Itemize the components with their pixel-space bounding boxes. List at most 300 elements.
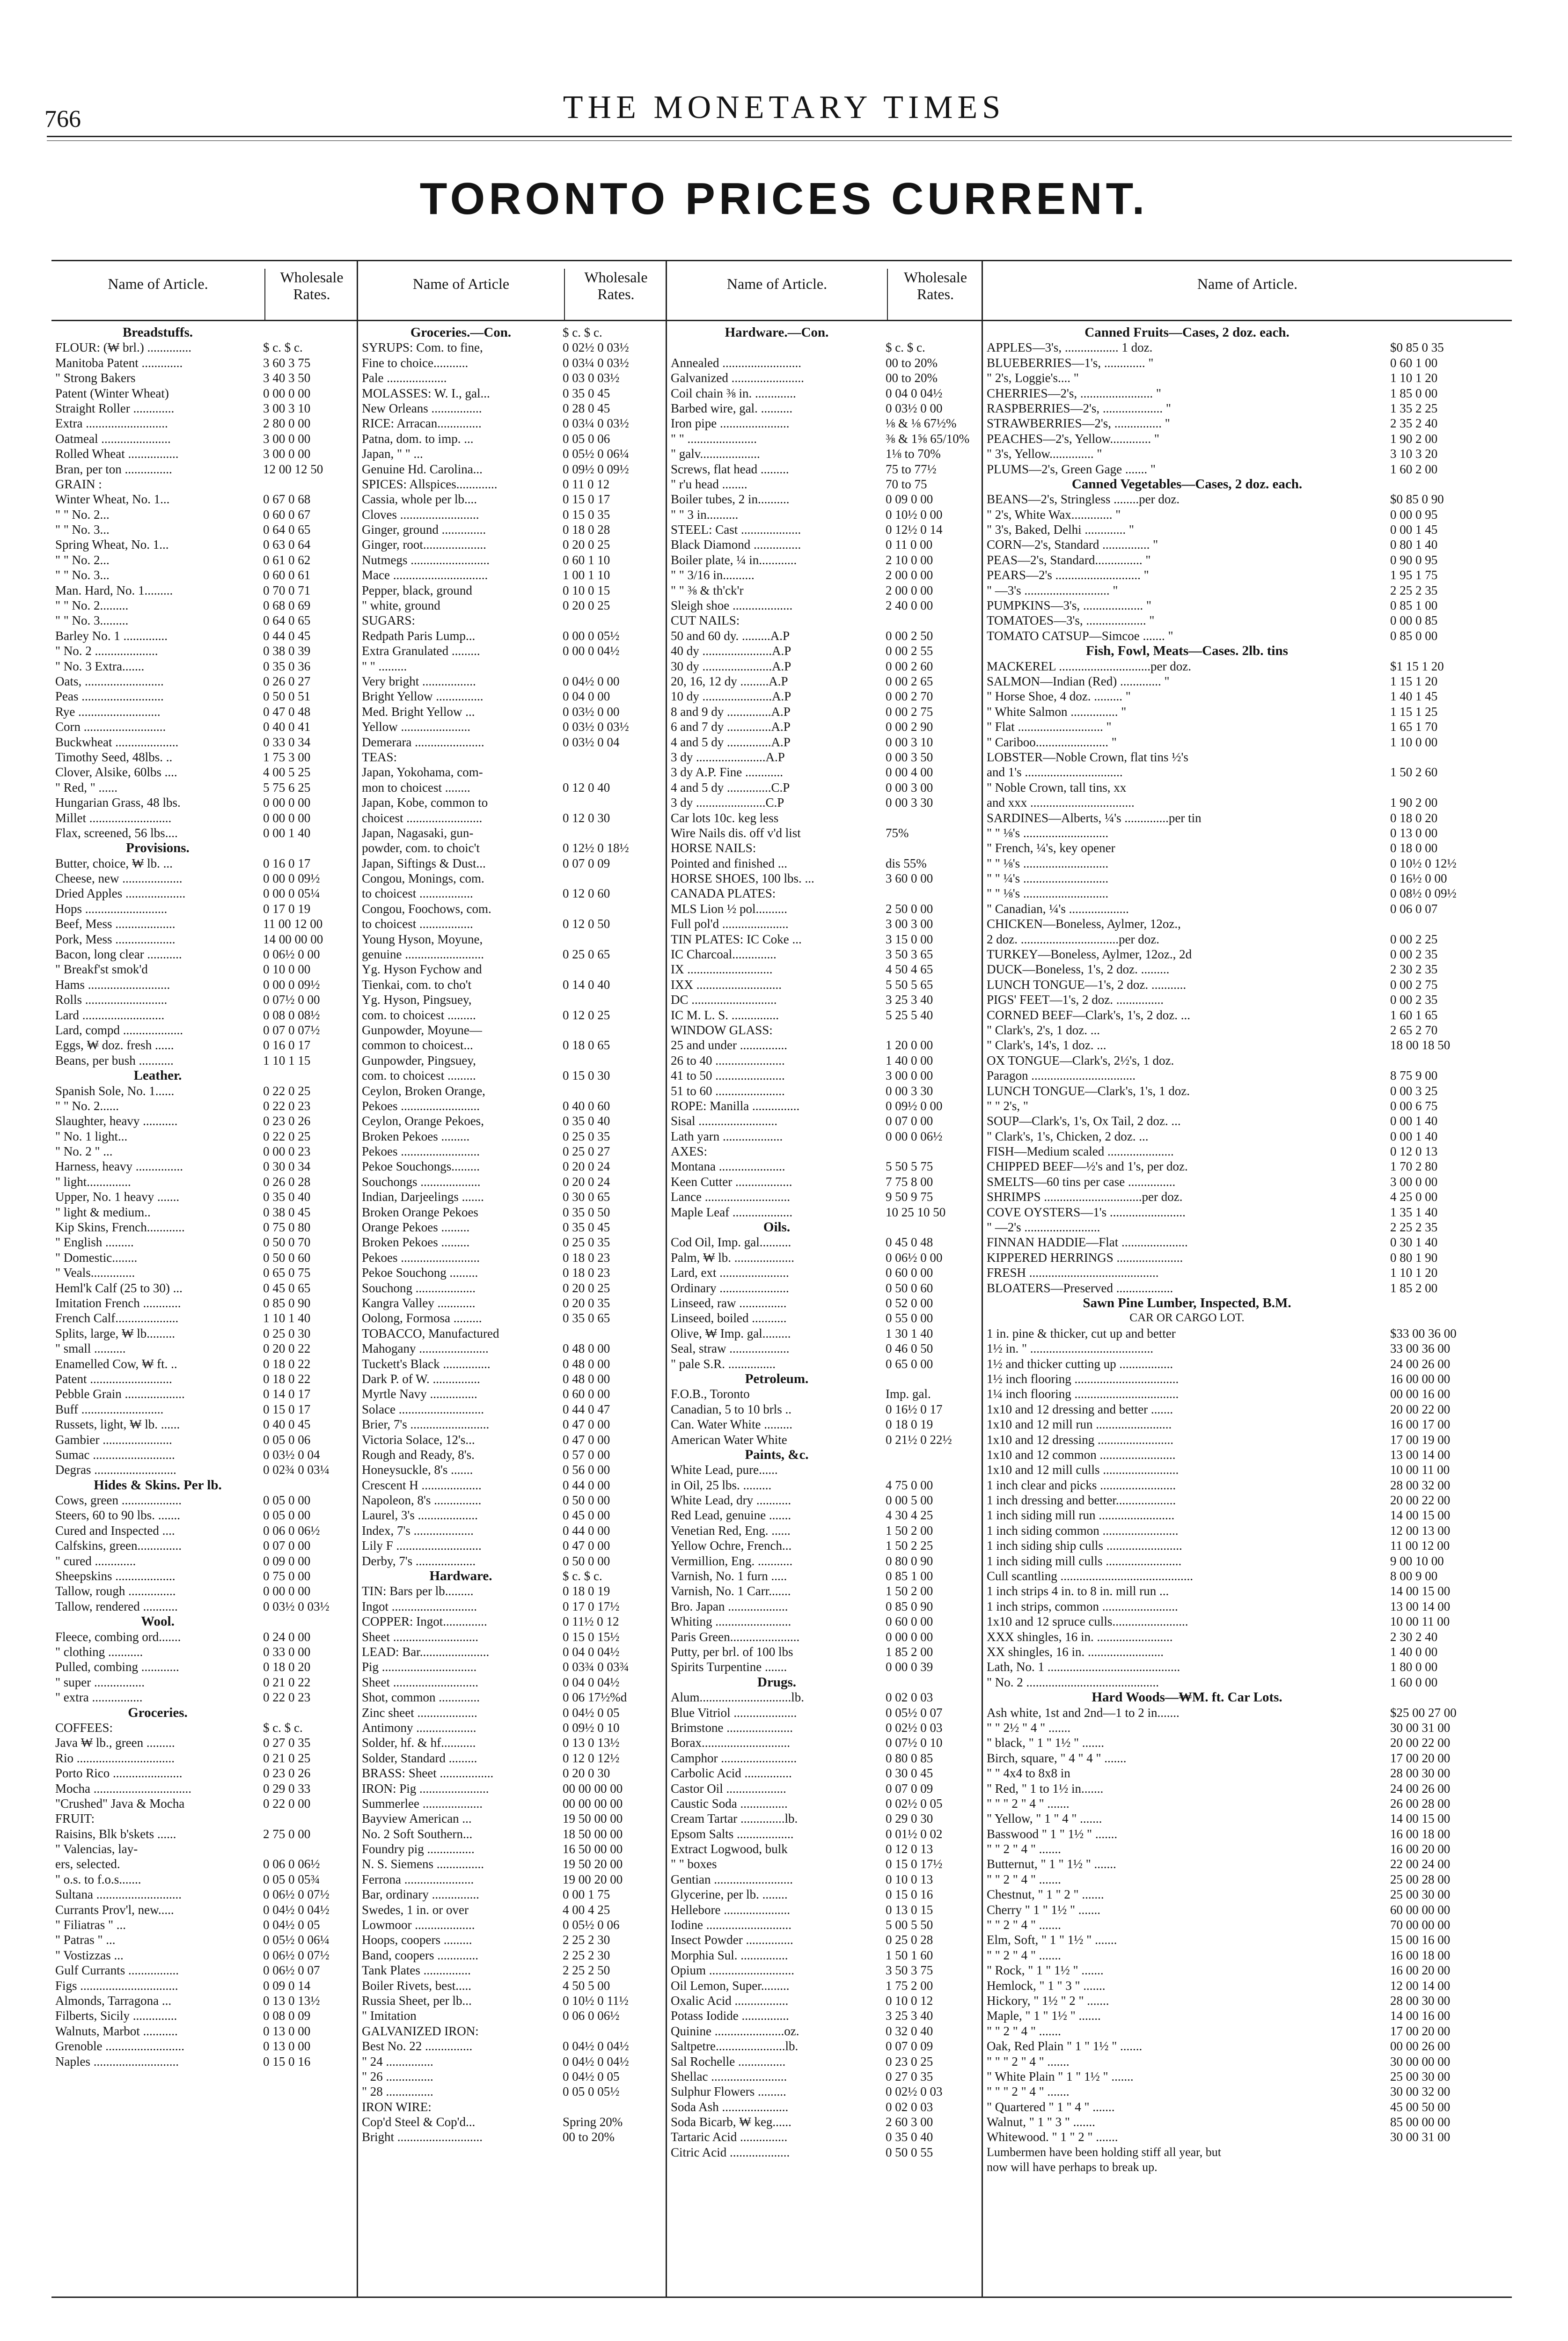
article-name: Eggs, ₩ doz. fresh ...... bbox=[55, 1038, 174, 1053]
article-name: Timothy Seed, 48lbs. .. bbox=[55, 750, 173, 764]
article-name: " " No. 2... bbox=[55, 507, 110, 522]
wholesale-rate: 0 02½ 0 03 bbox=[886, 1720, 943, 1735]
wholesale-rate bbox=[883, 1220, 982, 1235]
price-row bbox=[51, 1386, 357, 1401]
article-name: " " No. 2...... bbox=[55, 1098, 119, 1113]
wholesale-rate: 0 00 2 70 bbox=[886, 689, 933, 704]
article-name: SHRIMPS ...............................per doz. bbox=[987, 1190, 1183, 1204]
price-row bbox=[983, 886, 1512, 901]
article-name: Oak, Red Plain " 1 " 1½ " ....... bbox=[987, 2039, 1143, 2054]
price-row bbox=[983, 416, 1512, 431]
price-row bbox=[983, 1432, 1512, 1447]
wholesale-rate bbox=[883, 840, 982, 855]
wholesale-rate: 28 00 30 00 bbox=[1390, 1766, 1451, 1781]
article-name: Ingot ........................... bbox=[362, 1599, 477, 1613]
wholesale-rate: 0 12 0 25 bbox=[563, 1008, 610, 1022]
price-row bbox=[983, 856, 1512, 871]
section-title: Oils. bbox=[763, 1220, 791, 1235]
wholesale-rate: 0 30 0 65 bbox=[563, 1190, 610, 1204]
price-row bbox=[51, 1371, 357, 1386]
price-row bbox=[51, 1917, 357, 1932]
article-name: Hoops, coopers ......... bbox=[362, 1933, 472, 1947]
wholesale-rate: 0 00 1 40 bbox=[263, 825, 311, 840]
wholesale-rate: 0 15 0 35 bbox=[563, 507, 610, 522]
article-name: Solder, Standard ......... bbox=[362, 1751, 477, 1765]
article-name: Porto Rico ...................... bbox=[55, 1766, 183, 1781]
article-name: Bright ........................... bbox=[362, 2130, 483, 2144]
article-name: Venetian Red, Eng. ...... bbox=[671, 1523, 791, 1538]
wholesale-rate: 0 04½ 0 04½ bbox=[563, 2054, 629, 2069]
price-row bbox=[667, 1705, 982, 1720]
wholesale-rate: 0 30 1 40 bbox=[1390, 1235, 1438, 1250]
wholesale-rate: 4 00 5 25 bbox=[263, 765, 311, 780]
wholesale-rate bbox=[1387, 1296, 1512, 1310]
wholesale-rate: 0 08 0 08½ bbox=[263, 1008, 320, 1022]
article-name: Spring Wheat, No. 1... bbox=[55, 537, 169, 552]
wholesale-rate: 16 00 20 00 bbox=[1390, 1842, 1451, 1856]
article-name: Patna, dom. to imp. ... bbox=[362, 431, 474, 446]
price-row bbox=[667, 1568, 982, 1583]
wholesale-rate: 9 50 9 75 bbox=[886, 1190, 933, 1204]
price-row bbox=[51, 583, 357, 598]
wholesale-rate bbox=[560, 795, 666, 810]
section-heading bbox=[667, 1371, 982, 1386]
section-title: Hides & Skins. Per lb. bbox=[94, 1477, 222, 1493]
price-row bbox=[667, 1583, 982, 1598]
price-row bbox=[358, 1053, 666, 1068]
price-row bbox=[358, 446, 666, 461]
price-row bbox=[983, 2054, 1512, 2069]
wholesale-rate: 16 00 00 00 bbox=[1390, 1371, 1451, 1386]
wholesale-rate: 75 to 77½ bbox=[886, 462, 937, 476]
price-rows bbox=[983, 321, 1512, 2175]
wholesale-rate: 0 05½ 0 06 bbox=[563, 1918, 620, 1932]
wholesale-rate: 0 35 0 40 bbox=[563, 1114, 610, 1128]
price-row bbox=[983, 2145, 1512, 2160]
article-name: Summerlee ................... bbox=[362, 1796, 483, 1811]
article-name: Lance ........................... bbox=[671, 1190, 790, 1204]
wholesale-rate: 0 24 0 00 bbox=[263, 1629, 311, 1644]
article-name: Bacon, long clear ........... bbox=[55, 947, 182, 962]
price-row bbox=[667, 2039, 982, 2054]
price-row bbox=[667, 1963, 982, 1978]
article-name: Yellow ...................... bbox=[362, 720, 471, 734]
article-name: Hemlock, " 1 " 3 " ....... bbox=[987, 1978, 1106, 1993]
price-row bbox=[667, 1735, 982, 1750]
article-name: Solder, hf. & hf........... bbox=[362, 1736, 476, 1750]
wholesale-rate: 0 60 0 67 bbox=[263, 507, 311, 522]
price-row bbox=[51, 1235, 357, 1250]
price-row bbox=[983, 1508, 1512, 1523]
price-row bbox=[51, 992, 357, 1007]
price-row bbox=[983, 1856, 1512, 1871]
price-row bbox=[667, 1265, 982, 1280]
wholesale-rate: 0 57 0 00 bbox=[563, 1447, 610, 1462]
wholesale-rate: 0 27 0 35 bbox=[263, 1736, 311, 1750]
price-row bbox=[667, 507, 982, 522]
article-name: Souchong ................... bbox=[362, 1281, 476, 1295]
article-name: Shellac ........................ bbox=[671, 2069, 787, 2083]
wholesale-rate: 0 68 0 69 bbox=[263, 598, 311, 613]
article-name: Sheet ........................... bbox=[362, 1675, 478, 1689]
section-title: Groceries.—Con. bbox=[410, 325, 512, 340]
price-row bbox=[667, 1902, 982, 1917]
article-name: Orange Pekoes ......... bbox=[362, 1220, 470, 1235]
wholesale-rate: 0 22 0 23 bbox=[263, 1690, 311, 1705]
price-row bbox=[667, 537, 982, 552]
article-name: PEACHES—2's, Yellow............. " bbox=[987, 431, 1159, 446]
price-row bbox=[358, 1174, 666, 1189]
wholesale-rate: ⅜ & 1⅝ 65/10% bbox=[886, 431, 970, 446]
wholesale-rate: 0 12 0 60 bbox=[563, 886, 610, 901]
wholesale-rate: 0 18 0 00 bbox=[1390, 841, 1438, 855]
wholesale-rate: 0 20 0 30 bbox=[563, 1766, 610, 1781]
price-row bbox=[983, 719, 1512, 734]
article-name: com. to choicest ......... bbox=[362, 1008, 476, 1022]
wholesale-rate bbox=[560, 825, 666, 840]
article-name: Can. Water White ......... bbox=[671, 1417, 793, 1432]
article-name: IXX ........................... bbox=[671, 977, 782, 992]
wholesale-rate: 0 47 0 00 bbox=[563, 1539, 610, 1553]
price-row bbox=[667, 1841, 982, 1856]
price-row bbox=[983, 1766, 1512, 1781]
price-row bbox=[51, 416, 357, 431]
wholesale-rate: 1 50 2 00 bbox=[886, 1523, 933, 1538]
wholesale-rate: 0 12 0 50 bbox=[563, 917, 610, 931]
wholesale-rate: 0 05 0 06 bbox=[263, 1432, 311, 1447]
price-row bbox=[358, 840, 666, 855]
wholesale-rate bbox=[883, 1462, 982, 1477]
article-name: Man. Hard, No. 1......... bbox=[55, 583, 173, 597]
wholesale-rate: 3 60 0 00 bbox=[886, 871, 933, 886]
wholesale-rate: 0 06½ 0 07 bbox=[263, 1963, 320, 1978]
wholesale-rate: 4 50 4 65 bbox=[886, 962, 933, 977]
article-name: Demerara ...................... bbox=[362, 735, 484, 749]
wholesale-rate: 0 18 0 23 bbox=[563, 1266, 610, 1280]
wholesale-rate: 0 17 0 19 bbox=[263, 901, 311, 916]
article-name: Pekoes ......................... bbox=[362, 1144, 480, 1159]
wholesale-rate: 14 00 15 00 bbox=[1390, 1811, 1451, 1826]
price-row bbox=[667, 2084, 982, 2099]
price-row bbox=[667, 2024, 982, 2039]
article-name: Vermillion, Eng. ........... bbox=[671, 1553, 793, 1568]
price-row bbox=[358, 1811, 666, 1826]
price-row bbox=[51, 765, 357, 780]
wholesale-rate: 2 40 0 00 bbox=[886, 598, 933, 613]
price-row bbox=[51, 598, 357, 613]
article-name: Flax, screened, 56 lbs.... bbox=[55, 825, 178, 840]
article-name: Soda Ash ..................... bbox=[671, 2099, 789, 2114]
page-title: TORONTO PRICES CURRENT. bbox=[419, 174, 1149, 224]
price-row bbox=[983, 537, 1512, 552]
wholesale-rate: 0 00 3 00 bbox=[886, 780, 933, 795]
wholesale-rate: 1 15 1 25 bbox=[1390, 704, 1438, 719]
wholesale-rate: 3 60 3 75 bbox=[263, 355, 311, 370]
article-name: Buckwheat .................... bbox=[55, 735, 179, 749]
wholesale-rate: 0 60 1 10 bbox=[563, 552, 610, 567]
wholesale-rate: 0 00 1 40 bbox=[1390, 1114, 1438, 1128]
price-row bbox=[51, 628, 357, 643]
price-row bbox=[667, 1508, 982, 1523]
wholesale-rate: 10 00 11 00 bbox=[1390, 1463, 1450, 1477]
price-row bbox=[983, 1932, 1512, 1947]
wholesale-rate: 0 04½ 0 00 bbox=[563, 674, 620, 688]
price-row bbox=[983, 1462, 1512, 1477]
price-row bbox=[667, 1008, 982, 1023]
article-name: Extract Logwood, bulk bbox=[671, 1842, 788, 1856]
wholesale-rate: 0 00 0 06½ bbox=[886, 1129, 943, 1143]
article-name: " Rock, " 1 " 1½ " ....... bbox=[987, 1963, 1104, 1978]
wholesale-rate: 0 61 0 62 bbox=[263, 552, 311, 567]
wholesale-rate: 0 25 0 65 bbox=[563, 947, 610, 962]
price-row bbox=[358, 598, 666, 613]
article-name: Coil chain ⅜ in. ............. bbox=[671, 386, 796, 400]
price-row bbox=[358, 628, 666, 643]
price-row bbox=[358, 2054, 666, 2069]
price-row bbox=[667, 735, 982, 750]
price-row bbox=[51, 1659, 357, 1674]
wholesale-rate: 19 00 20 00 bbox=[563, 1872, 623, 1886]
price-row bbox=[983, 1705, 1512, 1720]
article-name: Japan, " " ... bbox=[362, 447, 423, 461]
price-row bbox=[983, 1614, 1512, 1629]
wholesale-rate: 0 00 0 09½ bbox=[263, 977, 320, 992]
article-name: Currants Prov'l, new..... bbox=[55, 1902, 174, 1917]
article-name: " " No. 3... bbox=[55, 523, 110, 537]
wholesale-rate: 1 90 2 00 bbox=[1390, 795, 1438, 810]
wholesale-rate bbox=[260, 477, 357, 492]
wholesale-rate bbox=[560, 1326, 666, 1341]
price-row bbox=[983, 1963, 1512, 1978]
price-row bbox=[358, 1887, 666, 1902]
wholesale-rate: 16 00 20 00 bbox=[1390, 1963, 1451, 1978]
price-row bbox=[983, 901, 1512, 916]
wholesale-rate: 0 07½ 0 10 bbox=[886, 1736, 943, 1750]
wholesale-rate: 00 to 20% bbox=[886, 355, 938, 370]
wholesale-rate bbox=[1387, 477, 1512, 492]
article-name: Butter, choice, ₩ lb. ... bbox=[55, 856, 173, 870]
article-name: Elm, Soft, " 1 " 1½ " ....... bbox=[987, 1933, 1117, 1947]
price-row bbox=[667, 1781, 982, 1796]
article-name: CHICKEN—Boneless, Aylmer, 12oz., bbox=[987, 917, 1181, 931]
article-name: 4 and 5 dy ..............A.P bbox=[671, 735, 791, 749]
article-name: 50 and 60 dy. .........A.P bbox=[671, 628, 790, 643]
price-row bbox=[51, 477, 357, 492]
wholesale-rate: 0 07 0 07½ bbox=[263, 1023, 320, 1037]
price-row bbox=[51, 643, 357, 658]
price-row bbox=[51, 1887, 357, 1902]
wholesale-rate: 0 02½ 0 05 bbox=[886, 1796, 943, 1811]
wholesale-rate: 0 00 0 00 bbox=[886, 1629, 933, 1644]
price-row bbox=[983, 2129, 1512, 2144]
price-row bbox=[358, 537, 666, 552]
article-name: COFFEES: bbox=[55, 1720, 113, 1735]
wholesale-rate: 2 25 2 30 bbox=[563, 1948, 610, 1962]
article-name: Citric Acid ................... bbox=[671, 2145, 790, 2159]
article-name: Hungarian Grass, 48 lbs. bbox=[55, 795, 181, 810]
article-name: " " 2 " 4 " ....... bbox=[987, 1948, 1061, 1962]
article-name: Iodine ........................... bbox=[671, 1918, 791, 1932]
wholesale-rate bbox=[1387, 750, 1512, 765]
wholesale-rate: 0 00 2 55 bbox=[886, 644, 933, 658]
section-title: Hardware.—Con. bbox=[725, 325, 829, 340]
wholesale-rate: $33 00 36 00 bbox=[1390, 1326, 1457, 1340]
article-name: Gambier ...................... bbox=[55, 1432, 172, 1447]
article-name: " Imitation bbox=[362, 2009, 417, 2023]
price-row bbox=[983, 1159, 1512, 1174]
price-row bbox=[983, 628, 1512, 643]
wholesale-rate: 0 18 0 23 bbox=[563, 1250, 610, 1265]
wholesale-rate: 0 90 0 95 bbox=[1390, 552, 1438, 567]
price-row bbox=[983, 825, 1512, 840]
article-name: Redpath Paris Lump... bbox=[362, 628, 476, 643]
wholesale-rate: 0 04½ 0 04½ bbox=[563, 2039, 629, 2054]
wholesale-rate: 0 30 0 45 bbox=[886, 1766, 933, 1781]
wholesale-rate: 0 32 0 40 bbox=[886, 2024, 933, 2038]
price-row bbox=[983, 386, 1512, 401]
price-row bbox=[51, 355, 357, 370]
wholesale-rate: 0 00 2 75 bbox=[886, 704, 933, 719]
price-row bbox=[983, 1978, 1512, 1993]
article-name: " No. 1 light... bbox=[55, 1129, 128, 1143]
price-row bbox=[667, 1462, 982, 1477]
price-row bbox=[667, 2054, 982, 2069]
price-row bbox=[51, 370, 357, 385]
price-row bbox=[667, 689, 982, 704]
price-row bbox=[358, 947, 666, 962]
price-row bbox=[51, 1508, 357, 1523]
wholesale-rate: 0 47 0 00 bbox=[563, 1417, 610, 1432]
price-row bbox=[983, 1023, 1512, 1038]
wholesale-rate: 2 25 2 50 bbox=[563, 1963, 610, 1978]
section-heading bbox=[667, 1675, 982, 1690]
price-row bbox=[983, 1250, 1512, 1265]
price-row bbox=[983, 567, 1512, 582]
wholesale-rate: 0 00 0 04½ bbox=[563, 644, 620, 658]
article-name: Barbed wire, gal. .......... bbox=[671, 401, 793, 415]
article-name: Lard, ext ...................... bbox=[671, 1266, 789, 1280]
price-row bbox=[983, 1493, 1512, 1508]
price-row bbox=[358, 2039, 666, 2054]
article-name: mon to choicest ........ bbox=[362, 780, 470, 795]
article-name: Walnuts, Marbot ........... bbox=[55, 2024, 178, 2038]
wholesale-rate: 0 13 0 00 bbox=[263, 2039, 311, 2054]
article-name: Raisins, Blk b'skets ...... bbox=[55, 1826, 176, 1841]
price-row bbox=[667, 795, 982, 810]
wholesale-rate: 0 48 0 00 bbox=[563, 1356, 610, 1371]
wholesale-rate: 0 07 0 09 bbox=[563, 856, 610, 870]
price-row bbox=[358, 1068, 666, 1083]
article-name: Mocha ............................... bbox=[55, 1781, 191, 1796]
article-name: XX shingles, 16 in. ........................ bbox=[987, 1644, 1164, 1659]
wholesale-rate: 0 04 0 04½ bbox=[886, 386, 943, 400]
article-name: IX ........................... bbox=[671, 962, 773, 977]
article-name: Russets, light, ₩ lb. ...... bbox=[55, 1417, 180, 1432]
article-name: Wire Nails dis. off v'd list bbox=[671, 825, 801, 840]
wholesale-rate bbox=[560, 765, 666, 780]
article-name: Alum.............................lb. bbox=[671, 1690, 805, 1705]
price-row bbox=[358, 2099, 666, 2114]
wholesale-rate: 1 15 1 20 bbox=[1390, 674, 1438, 688]
article-name: Hams .......................... bbox=[55, 977, 170, 992]
article-name: " " " 2 " 4 " ....... bbox=[987, 1796, 1070, 1811]
wholesale-rate: 0 07 0 00 bbox=[263, 1539, 311, 1553]
price-row bbox=[51, 1629, 357, 1644]
article-name: Laurel, 3's ................... bbox=[362, 1508, 478, 1523]
article-name: HORSE NAILS: bbox=[671, 841, 756, 855]
wholesale-rate: 3 15 0 00 bbox=[886, 932, 933, 946]
price-row bbox=[51, 446, 357, 461]
article-name: Lath yarn ................... bbox=[671, 1129, 783, 1143]
price-row bbox=[358, 1751, 666, 1766]
article-name: Glycerine, per lb. ........ bbox=[671, 1887, 788, 1902]
article-name: COPPER: Ingot.............. bbox=[362, 1614, 487, 1629]
price-row bbox=[667, 1856, 982, 1871]
wholesale-rate: 0 40 0 41 bbox=[263, 720, 311, 734]
wholesale-rate bbox=[883, 1371, 982, 1386]
wholesale-rate bbox=[560, 871, 666, 886]
wholesale-rate: 00 00 26 00 bbox=[1390, 2039, 1451, 2054]
article-name: STRAWBERRIES—2's, ............... " bbox=[987, 416, 1170, 431]
wholesale-rate: 2 25 2 30 bbox=[563, 1933, 610, 1947]
article-name: Hellebore ..................... bbox=[671, 1902, 790, 1917]
wholesale-rate: 1 70 2 80 bbox=[1390, 1159, 1438, 1174]
wholesale-rate: 24 00 26 00 bbox=[1390, 1356, 1451, 1371]
article-name: 25 and under ............... bbox=[671, 1038, 787, 1053]
article-name: Rye .......................... bbox=[55, 704, 161, 719]
wholesale-rate: 3 40 3 50 bbox=[263, 371, 311, 385]
price-row bbox=[358, 780, 666, 795]
price-row bbox=[358, 522, 666, 537]
wholesale-rate: 0 10 0 12 bbox=[886, 1993, 933, 2008]
article-name: Bayview American ... bbox=[362, 1811, 472, 1826]
wholesale-rate: $ c. $ c. bbox=[563, 325, 602, 339]
wholesale-rate: 0 80 0 85 bbox=[886, 1751, 933, 1765]
article-name: Birch, square, " 4 " 4 " ....... bbox=[987, 1751, 1127, 1765]
price-row bbox=[358, 1386, 666, 1401]
article-name: " 3's, Yellow.............. " bbox=[987, 447, 1102, 461]
article-name: " " " 2 " 4 " ....... bbox=[987, 2054, 1070, 2069]
price-row bbox=[983, 431, 1512, 446]
price-row bbox=[51, 719, 357, 734]
wholesale-rate bbox=[883, 613, 982, 628]
wholesale-rate: 0 25 0 27 bbox=[563, 1144, 610, 1159]
article-name: Annealed ......................... bbox=[671, 355, 801, 370]
price-row bbox=[358, 1675, 666, 1690]
article-name: Varnish, No. 1 furn ..... bbox=[671, 1569, 787, 1583]
column-header bbox=[983, 261, 1512, 321]
wholesale-rate: 0 35 0 65 bbox=[563, 1311, 610, 1325]
article-name: and xxx ................................. bbox=[987, 795, 1135, 810]
price-row bbox=[358, 1023, 666, 1038]
price-row bbox=[358, 492, 666, 507]
price-row bbox=[51, 947, 357, 962]
article-name: Seal, straw ................... bbox=[671, 1341, 790, 1356]
article-name: 1 inch siding mill run ........................ bbox=[987, 1508, 1175, 1523]
wholesale-rate: 0 04½ 0 05 bbox=[563, 1705, 620, 1720]
wholesale-rate: 0 15 0 17½ bbox=[886, 1857, 943, 1871]
wholesale-rate: 0 13 0 13½ bbox=[563, 1736, 620, 1750]
article-name: Brimstone ..................... bbox=[671, 1720, 793, 1735]
wholesale-rate: 1 85 2 00 bbox=[886, 1644, 933, 1659]
article-name: " 24 ............... bbox=[362, 2054, 433, 2069]
running-head: THE MONETARY TIMES bbox=[563, 89, 1005, 125]
wholesale-rate bbox=[260, 1478, 357, 1493]
wholesale-rate: 30 00 32 00 bbox=[1390, 2084, 1451, 2099]
article-name: Oil Lemon, Super......... bbox=[671, 1978, 790, 1993]
wholesale-rate: 0 47 0 00 bbox=[563, 1432, 610, 1447]
article-name: Beef, Mess ................... bbox=[55, 917, 176, 931]
